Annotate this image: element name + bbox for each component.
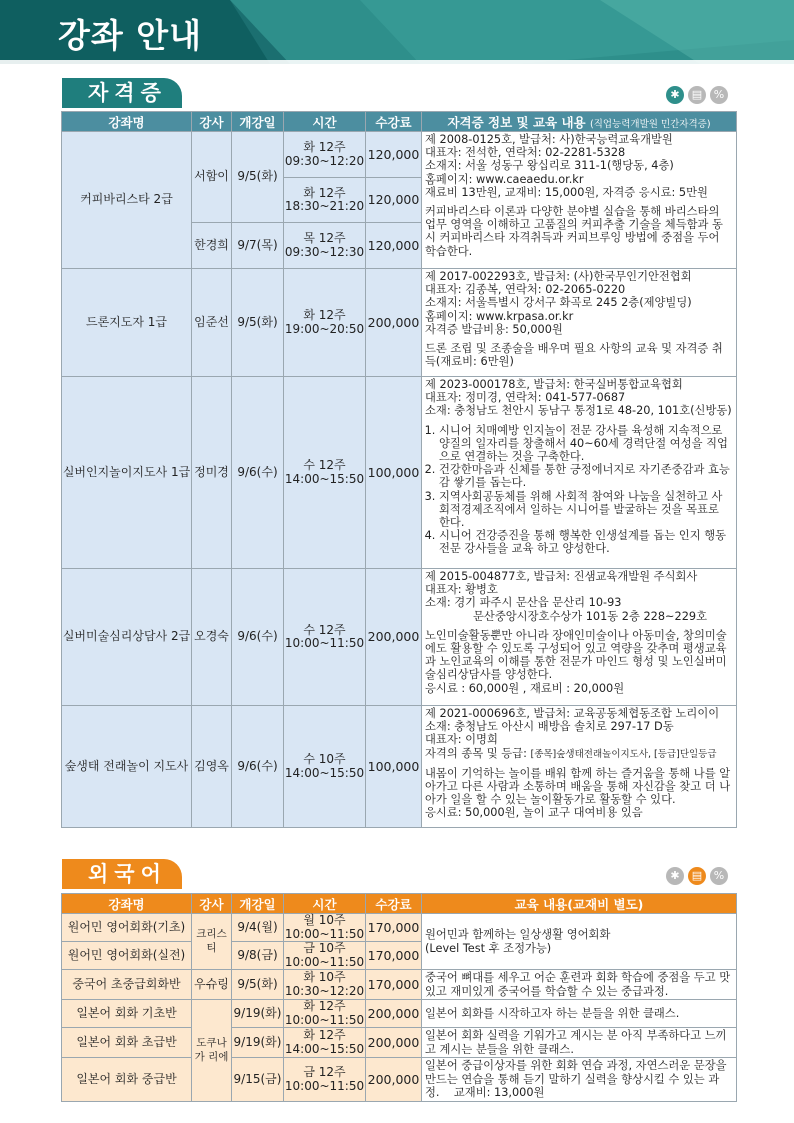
course-name: 일본어 회화 중급반 bbox=[62, 1058, 192, 1102]
course-info: 제 2023-000178호, 발급처: 한국실버통합교육협회 대표자: 정미경, 연락처: 041-577-0687 소재: 충청남도 천안시 동남구 통정1로 48-20, 101호(신방동) 1. 시니어 치매예방 인지놀이 전문 강사를 육성해 지속적으로 양질의 일자리를 창출해서 40~60세 경력단절 여성을 직업으로 연결하는 것을 구축한다. 2. 건강한마음과 신체를 통한 긍정에너지로 자기존중감과 효능감 쌓기를 돕는다. 3. 지역사회공동체를 위해 사회적 참여와 나눔을 실천하고 사회적경제조직에서 일하는 시니어를 발굴하는 것을 목표로 한다. 4. 시니어 건강증진을 통해 행복한 인생설계를 돕는 인지 행동 전문 강사들을 교육 하고 양성한다. bbox=[422, 377, 737, 569]
fee: 120,000 bbox=[366, 178, 422, 223]
page-header-banner bbox=[0, 0, 794, 64]
fee: 200,000 bbox=[366, 1058, 422, 1102]
course-info: 제 2008-0125호, 발급처: 사)한국능력교육개발원 대표자: 전석한, 연락처: 02-2281-5328 소재지: 서울 성동구 왕십리로 311-1(행당동, 4층) 홈페이지: www.caeaedu.or.kr 재료비 13만원, 교재비: 15,000원, 자격증 응시료: 5만원 커피바리스타 이론과 다양한 분야별 실습을 통해 바리스타의 업무 영역을 이해하고 고품질의 커피추출 기술을 체득함과 동시 커피바리스타 자격취득과 커피브루잉 방법에 중점을 두어 학습한다. bbox=[422, 132, 737, 269]
header-name: 강좌명 bbox=[62, 112, 192, 132]
start-date: 9/4(월) bbox=[232, 914, 284, 942]
certificate-table bbox=[61, 111, 737, 828]
course-name: 커피바리스타 2급 bbox=[62, 132, 192, 269]
table-row bbox=[62, 914, 737, 942]
class-time: 수 12주 10:00~11:50 bbox=[284, 569, 366, 706]
fee: 170,000 bbox=[366, 942, 422, 970]
course-name: 중국어 초중급회화반 bbox=[62, 970, 192, 1000]
course-name: 실버인지놀이지도사 1급 bbox=[62, 377, 192, 569]
header-name: 강좌명 bbox=[62, 894, 192, 914]
course-name: 드론지도자 1급 bbox=[62, 269, 192, 377]
table-row bbox=[62, 1000, 737, 1028]
table-row bbox=[62, 706, 737, 828]
start-date: 9/19(화) bbox=[232, 1000, 284, 1028]
fee: 100,000 bbox=[366, 706, 422, 828]
language-table bbox=[61, 893, 737, 1102]
course-desc: 일본어 회화 실력을 기워가고 계시는 분 아직 부족하다고 느끼고 계시는 분들을 위한 클래스. bbox=[422, 1028, 737, 1058]
header-fee: 수강료 bbox=[366, 894, 422, 914]
header-time: 시간 bbox=[284, 894, 366, 914]
header-start: 개강일 bbox=[232, 894, 284, 914]
language-icon-group bbox=[666, 867, 728, 885]
table-row bbox=[62, 1058, 737, 1102]
class-time: 목 12주 09:30~12:30 bbox=[284, 223, 366, 269]
table-header-row bbox=[62, 894, 737, 914]
teacher: 서함이 bbox=[192, 132, 232, 223]
table-header-row bbox=[62, 112, 737, 132]
class-time: 화 12주 10:00~11:50 bbox=[284, 999, 365, 1027]
class-time: 월 10주 10:00~11:50 bbox=[284, 913, 365, 941]
table-row bbox=[62, 377, 737, 569]
teacher: 한경희 bbox=[192, 223, 232, 269]
start-date: 9/6(수) bbox=[232, 377, 284, 569]
fee: 200,000 bbox=[366, 1028, 422, 1058]
section-tab-language: 외국어 bbox=[62, 859, 182, 889]
fee: 170,000 bbox=[366, 970, 422, 1000]
teacher: 정미경 bbox=[192, 377, 232, 569]
start-date: 9/6(수) bbox=[232, 706, 284, 828]
class-time: 화 12주 14:00~15:50 bbox=[284, 1028, 365, 1056]
course-name: 일본어 회화 기초반 bbox=[62, 1000, 192, 1028]
header-time: 시간 bbox=[284, 112, 366, 132]
start-date: 9/5(화) bbox=[232, 132, 284, 223]
course-info: 제 2015-004877호, 발급처: 진샘교육개발원 주식회사 대표자: 황병호 소재: 경기 파주시 문산읍 문산리 10-93 문산중앙시장호수상가 101동 2층 228~229호 노인미술활동뿐만 아니라 장애인미술이나 아동미술, 창의미술에도 활용할 수 있도록 구성되어 있고 역량을 갖추며 평생교육과 노인교육의 이해를 통한 전문가 마인드 형성 및 노인실버미술심리상담사를 양성한다. 응시료 : 60,000원 , 재료비 : 20,000원 bbox=[422, 569, 737, 706]
course-desc: 일본어 회화를 시작하고자 하는 분들을 위한 클래스. bbox=[422, 1000, 737, 1028]
start-date: 9/19(화) bbox=[232, 1028, 284, 1058]
course-name: 원어민 영어회화(실전) bbox=[62, 942, 192, 970]
start-date: 9/5(화) bbox=[232, 970, 284, 1000]
course-desc: 중국어 뼈대를 세우고 어순 훈련과 회화 학습에 중점을 두고 맛있고 재미있게 중국어를 학습할 수 있는 중급과정. bbox=[422, 970, 737, 1000]
class-time: 화 12주 18:30~21:20 bbox=[284, 178, 366, 223]
course-info: 제 2021-000696호, 발급처: 교육공동체협동조합 노리이이 소재: 충청남도 아산시 배방읍 솔치로 297-17 D동 대표자: 이명희 자격의 종목 및 등급: [종목]숲생태전래놀이지도사, [등급]단일등급 내몸이 기억하는 놀이를 배워 함께 하는 즐거움을 통해 나를 알아가고 다른 사람과 소통하며 배움을 통해 자신감을 찾고 더 나아가 일을 할 수 있는 놀이활동가로 활동할 수 있다. 응시료: 50,000원, 놀이 교구 대여비용 있음 bbox=[422, 706, 737, 828]
teacher: 도쿠나가 리에 bbox=[192, 1000, 232, 1102]
class-time: 화 10주 10:30~12:20 bbox=[284, 970, 365, 998]
bulb-icon: ✱ bbox=[666, 867, 684, 885]
percent-icon: % bbox=[710, 867, 728, 885]
teacher: 우슈링 bbox=[192, 970, 232, 1000]
header-fee: 수강료 bbox=[366, 112, 422, 132]
course-name: 실버미술심리상담사 2급 bbox=[62, 569, 192, 706]
course-name: 숲생태 전래놀이 지도사 bbox=[62, 706, 192, 828]
document-icon: ▤ bbox=[688, 86, 706, 104]
table-row bbox=[62, 1028, 737, 1058]
table-row bbox=[62, 569, 737, 706]
percent-icon: % bbox=[710, 86, 728, 104]
teacher: 크리스티 bbox=[192, 914, 232, 970]
section-tab-certificate: 자격증 bbox=[62, 78, 182, 108]
class-time: 화 12주 19:00~20:50 bbox=[284, 269, 366, 377]
course-goal-list: 1. 시니어 치매예방 인지놀이 전문 강사를 육성해 지속적으로 양질의 일자리를 창출해서 40~60세 경력단절 여성을 직업으로 연결하는 것을 구축한다. 2. 건강한마음과 신체를 통한 긍정에너지로 자기존중감과 효능감 쌓기를 돕는다. 3. 지역사회공동체를 위해 사회적 참여와 나눔을 실천하고 사회적경제조직에서 일하는 시니어를 발굴하는 것을 목표로 한다. 4. 시니어 건강증진을 통해 행복한 인생설계를 돕는 인지 행동 전문 강사들을 교육 하고 양성한다. bbox=[425, 424, 733, 556]
teacher: 김영옥 bbox=[192, 706, 232, 828]
header-teacher: 강사 bbox=[192, 112, 232, 132]
header-start: 개강일 bbox=[232, 112, 284, 132]
course-desc: 원어민과 함께하는 일상생활 영어회화 (Level Test 후 조정가능) bbox=[422, 914, 737, 970]
start-date: 9/6(수) bbox=[232, 569, 284, 706]
fee: 200,000 bbox=[366, 1000, 422, 1028]
start-date: 9/8(금) bbox=[232, 942, 284, 970]
class-time: 금 10주 10:00~11:50 bbox=[284, 941, 365, 969]
start-date: 9/7(목) bbox=[232, 223, 284, 269]
fee: 170,000 bbox=[366, 914, 422, 942]
class-time: 수 12주 14:00~15:50 bbox=[284, 377, 366, 569]
header-info: 교육 내용(교재비 별도) bbox=[422, 894, 737, 914]
fee: 100,000 bbox=[366, 377, 422, 569]
table-row bbox=[62, 269, 737, 377]
course-desc: 일본어 중급이상자를 위한 회화 연습 과정, 자연스러운 문장을 만드는 연습을 통해 듣기 말하기 실력을 향상시킬 수 있는 과정. 교재비: 13,000원 bbox=[422, 1058, 737, 1102]
table-row bbox=[62, 132, 737, 178]
header-info: 자격증 정보 및 교육 내용 (직업능력개발원 민간자격증) bbox=[422, 112, 737, 132]
document-icon: ▤ bbox=[688, 867, 706, 885]
table-row bbox=[62, 970, 737, 1000]
teacher: 임준선 bbox=[192, 269, 232, 377]
start-date: 9/15(금) bbox=[232, 1058, 284, 1102]
class-time: 수 10주 14:00~15:50 bbox=[284, 706, 366, 828]
start-date: 9/5(화) bbox=[232, 269, 284, 377]
fee: 200,000 bbox=[366, 269, 422, 377]
class-time: 화 12주 09:30~12:20 bbox=[284, 132, 366, 178]
page-title: 강좌 안내 bbox=[58, 16, 203, 55]
fee: 120,000 bbox=[366, 132, 422, 178]
fee: 120,000 bbox=[366, 223, 422, 269]
course-name: 원어민 영어회화(기초) bbox=[62, 914, 192, 942]
teacher: 오경숙 bbox=[192, 569, 232, 706]
course-name: 일본어 회화 초급반 bbox=[62, 1028, 192, 1058]
certificate-icon-group bbox=[666, 86, 728, 104]
course-info: 제 2017-002293호, 발급처: (사)한국무인기안전협회 대표자: 김종복, 연락처: 02-2065-0220 소재지: 서울특별시 강서구 화곡로 245 2층(제양빌딩) 홈페이지: www.krpasa.or.kr 자격증 발급비용: 50,000원 드론 조립 및 조종술을 배우며 필요 사항의 교육 및 자격증 취득(재료비: 6만원) bbox=[422, 269, 737, 377]
bulb-icon: ✱ bbox=[666, 86, 684, 104]
header-teacher: 강사 bbox=[192, 894, 232, 914]
class-time: 금 12주 10:00~11:50 bbox=[284, 1058, 366, 1102]
fee: 200,000 bbox=[366, 569, 422, 706]
